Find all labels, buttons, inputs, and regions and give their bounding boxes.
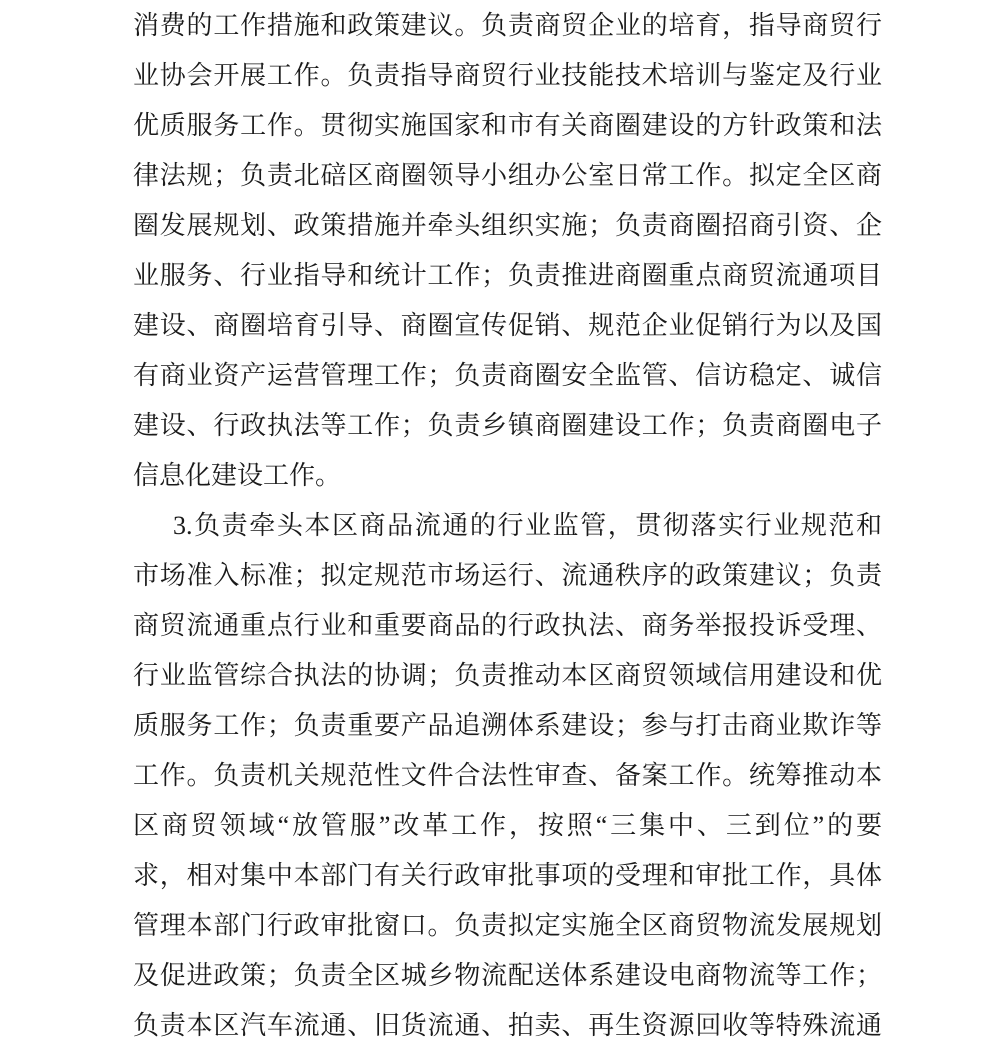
text-line-4: 律法规；负责北碚区商圈领导小组办公室日常工作。拟定全区商	[133, 161, 882, 190]
text-line-10: 信息化建设工作。	[133, 461, 342, 490]
text-line-6: 业服务、行业指导和统计工作；负责推进商圈重点商贸流通项目	[133, 261, 882, 290]
text-line-15: 质服务工作；负责重要产品追溯体系建设；参与打击商业欺诈等	[133, 711, 882, 740]
text-line-5: 圈发展规划、政策措施并牵头组织实施；负责商圈招商引资、企	[133, 211, 882, 240]
text-line-1: 消费的工作措施和政策建议。负责商贸企业的培育，指导商贸行	[133, 11, 882, 40]
text-line-19: 管理本部门行政审批窗口。负责拟定实施全区商贸物流发展规划	[133, 911, 882, 940]
text-line-18: 求，相对集中本部门有关行政审批事项的受理和审批工作，具体	[133, 861, 882, 890]
text-line-2: 业协会开展工作。负责指导商贸行业技能技术培训与鉴定及行业	[133, 61, 882, 90]
text-line-9: 建设、行政执法等工作；负责乡镇商圈建设工作；负责商圈电子	[133, 411, 882, 440]
text-line-21: 负责本区汽车流通、旧货流通、拍卖、再生资源回收等特殊流通	[133, 1011, 882, 1040]
text-line-7: 建设、商圈培育引导、商圈宣传促销、规范企业促销行为以及国	[133, 311, 882, 340]
text-line-14: 行业监管综合执法的协调；负责推动本区商贸领域信用建设和优	[133, 661, 882, 690]
text-line-20: 及促进政策；负责全区城乡物流配送体系建设电商物流等工作；	[133, 961, 882, 990]
text-line-8: 有商业资产运营管理工作；负责商圈安全监管、信访稳定、诚信	[133, 361, 882, 390]
text-line-11: 3.负责牵头本区商品流通的行业监管，贯彻落实行业规范和	[173, 511, 882, 540]
document-text-body	[133, 1, 882, 1051]
text-line-13: 商贸流通重点行业和重要商品的行政执法、商务举报投诉受理、	[133, 611, 882, 640]
text-line-17: 区商贸领域“放管服”改革工作，按照“三集中、三到位”的要	[133, 811, 882, 840]
text-line-12: 市场准入标准；拟定规范市场运行、流通秩序的政策建议；负责	[133, 561, 882, 590]
text-line-3: 优质服务工作。贯彻实施国家和市有关商圈建设的方针政策和法	[133, 111, 882, 140]
text-line-16: 工作。负责机关规范性文件合法性审查、备案工作。统筹推动本	[133, 761, 882, 790]
